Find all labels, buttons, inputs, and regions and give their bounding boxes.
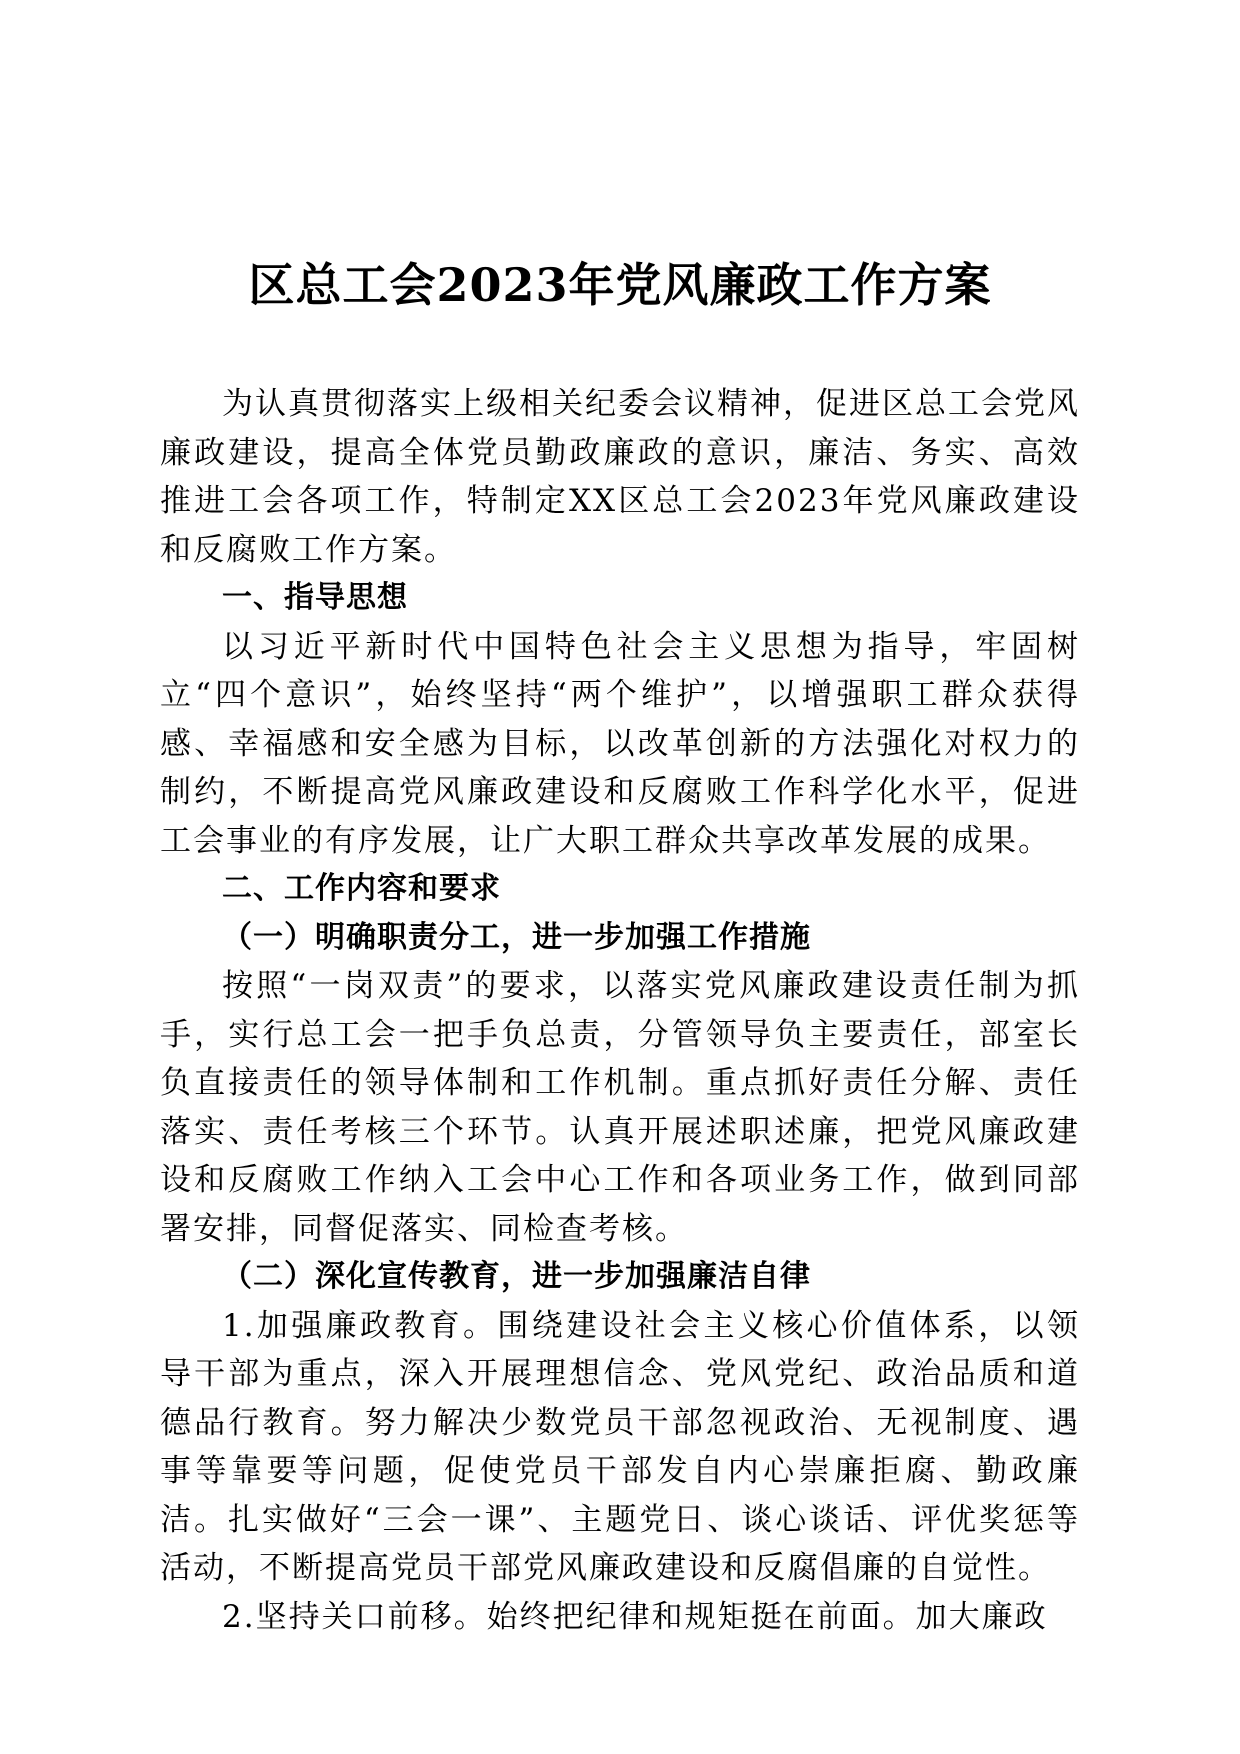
guiding-thought-paragraph: 以习近平新时代中国特色社会主义思想为指导，牢固树立“四个意识”，始终坚持“两个维护”，以增强职工群众获得感、幸福感和安全感为目标，以改革创新的方法强化对权力的制约，不断提高党风廉政建设和反腐败工作科学化水平，促进工会事业的有序发展，让广大职工群众共享改革发展的成果。 <box>160 628 1080 859</box>
responsibilities-paragraph: 按照“一岗双责”的要求，以落实党风廉政建设责任制为抓手，实行总工会一把手负总责，分管领导负主要责任，部室长负直接责任的领导体制和工作机制。重点抓好责任分解、责任落实、责任考核三个环节。认真开展述职述廉，把党风廉政建设和反腐败工作纳入工会中心工作和各项业务工作，做到同部署安排，同督促落实、同检查考核。 <box>160 968 1080 1247</box>
document-title: 区总工会2023年党风廉政工作方案 <box>248 258 992 312</box>
section-heading-guiding-thought: 一、指导思想 <box>222 580 408 615</box>
intro-paragraph: 为认真贯彻落实上级相关纪委会议精神，促进区总工会党风廉政建设，提高全体党员勤政廉政的意识，廉洁、务实、高效推进工会各项工作，特制定XX区总工会2023年党风廉政建设和反腐败工作方案。 <box>160 386 1080 568</box>
subsection-heading-responsibilities: （一）明确职责分工，进一步加强工作措施 <box>222 919 811 955</box>
education-item-1: 1.加强廉政教育。围绕建设社会主义核心价值体系，以领导干部为重点，深入开展理想信念、党风党纪、政治品质和道德品行教育。努力解决少数党员干部忽视政治、无视制度、遇事等靠要等问题，促使党员干部发自内心崇廉拒腐、勤政廉洁。扎实做好“三会一课”、主题党日、谈心谈话、评优奖惩等活动，不断提高党员干部党风廉政建设和反腐倡廉的自觉性。 <box>160 1307 1080 1586</box>
education-item-2: 2.坚持关口前移。始终把纪律和规矩挺在前面。加大廉政 <box>222 1598 1048 1635</box>
document-body <box>160 380 1080 1641</box>
section-heading-work-content: 二、工作内容和要求 <box>222 871 501 906</box>
subsection-heading-education: （二）深化宣传教育，进一步加强廉洁自律 <box>222 1259 811 1294</box>
